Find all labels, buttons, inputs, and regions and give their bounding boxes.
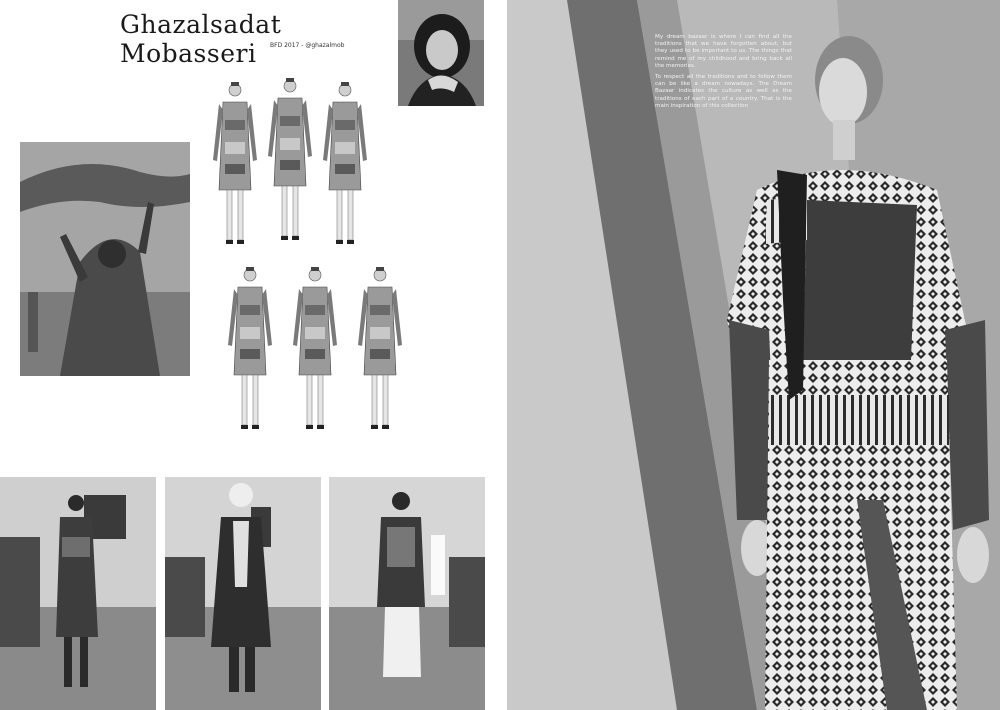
runway-photo (0, 477, 156, 710)
statement-paragraph: To respect all the traditions and to follow them can be like a dream nowadays. The Dream Bazaar indicates the culture as well as the traditions of each part of a country. That is the main inspiration of this collection (655, 74, 792, 109)
fashion-sketch-figure (323, 82, 367, 244)
collection-statement (655, 34, 792, 114)
statement-paragraph: My dream bazaar is where I can find all the traditions that we have forgotten about, but they used to be important to us. The things that remind me of my childhood and bring back all the memories. (655, 34, 792, 69)
fashion-sketch-figure (213, 82, 257, 244)
fashion-sketch-figure (358, 267, 402, 429)
runway-photo (165, 477, 321, 710)
page-gutter (500, 0, 507, 710)
runway-photo (329, 477, 485, 710)
fashion-sketch-figure (268, 78, 312, 240)
fashion-sketch-figure (293, 267, 337, 429)
inspiration-photo (20, 142, 190, 376)
designer-name: Ghazalsadat Mobasseri (120, 10, 282, 68)
fashion-sketches (205, 70, 420, 460)
right-page (507, 0, 1000, 710)
fashion-sketch-figure (228, 267, 272, 429)
designer-subtitle: BFD 2017 - @ghazalmob (270, 42, 345, 49)
